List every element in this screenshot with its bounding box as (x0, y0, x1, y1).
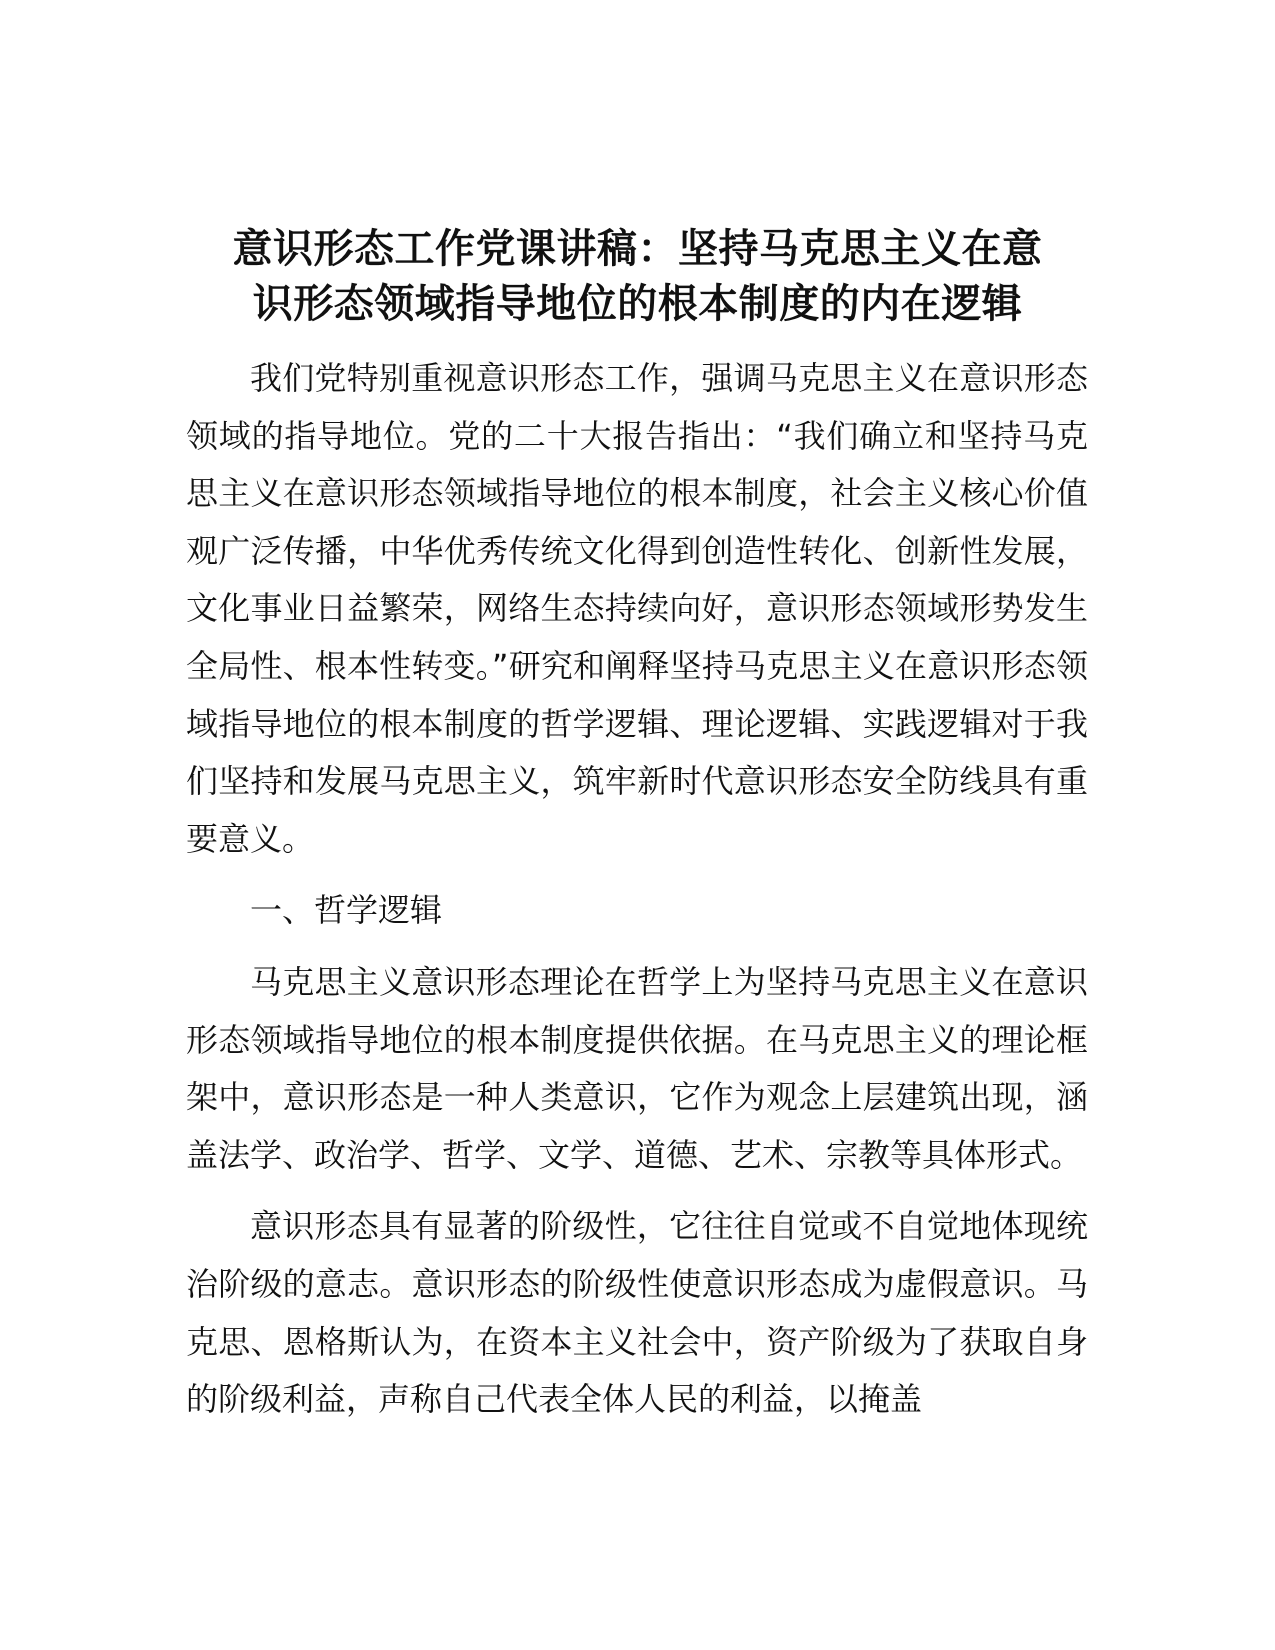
title-line-2: 识形态领域指导地位的根本制度的内在逻辑 (252, 281, 1023, 327)
title-line-1: 意识形态工作党课讲稿：坚持马克思主义在意 (232, 226, 1043, 272)
paragraph-class-nature: 意识形态具有显著的阶级性，它往往自觉或不自觉地体现统治阶级的意志。意识形态的阶级性使意识形态成为虚假意识。马克思、恩格斯认为，在资本主义社会中，资产阶级为了获取自身的阶级利益，声称自己代表全体人民的利益，以掩盖 (186, 1207, 1088, 1419)
paragraph-ideology-theory: 马克思主义意识形态理论在哲学上为坚持马克思主义在意识形态领域指导地位的根本制度提供依据。在马克思主义的理论框架中，意识形态是一种人类意识，它作为观念上层建筑出现，涵盖法学、政治学、哲学、文学、道德、艺术、宗教等具体形式。 (186, 962, 1088, 1174)
document-body (186, 350, 1088, 1429)
section-heading-philosophical-logic: 一、哲学逻辑 (250, 891, 443, 930)
paragraph-intro: 我们党特别重视意识形态工作，强调马克思主义在意识形态领域的指导地位。党的二十大报告指出：“我们确立和坚持马克思主义在意识形态领域指导地位的根本制度，社会主义核心价值观广泛传播，中华优秀传统文化得到创造性转化、创新性发展，文化事业日益繁荣，网络生态持续向好，意识形态领域形势发生全局性、根本性转变。”研究和阐释坚持马克思主义在意识形态领域指导地位的根本制度的哲学逻辑、理论逻辑、实践逻辑对于我们坚持和发展马克思主义，筑牢新时代意识形态安全防线具有重要意义。 (186, 359, 1088, 858)
document-title (150, 222, 1125, 332)
